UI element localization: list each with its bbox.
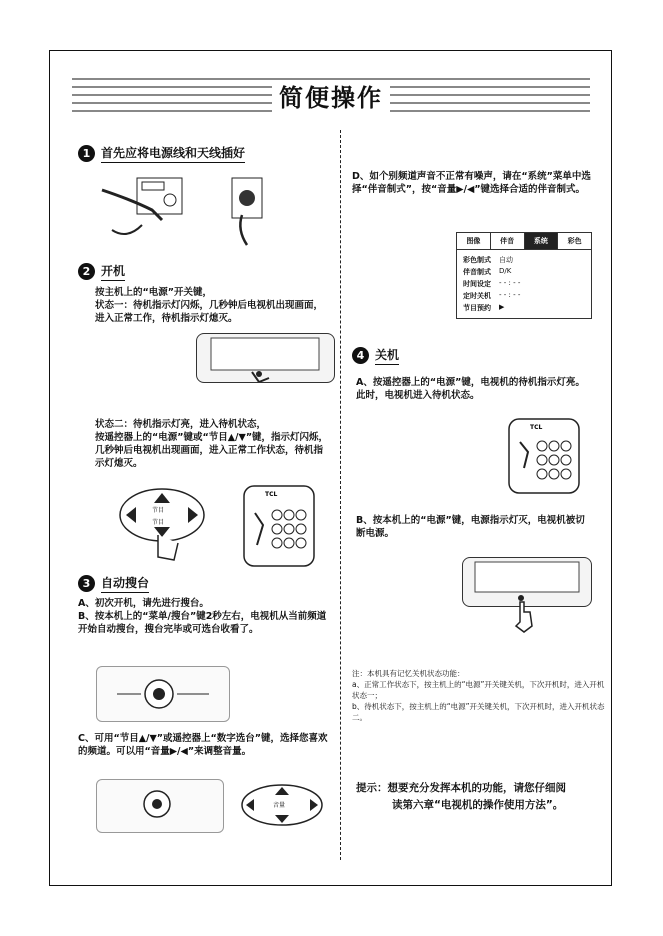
menu-row[interactable]	[457, 266, 591, 278]
menu-tab-picture[interactable]: 图像	[457, 233, 491, 249]
menu-tab-color[interactable]: 彩色	[567, 237, 582, 245]
menu-row-value: ▶	[499, 303, 505, 311]
menu-row-value: - - : - -	[499, 279, 521, 287]
control-knob	[97, 780, 223, 832]
section-4-heading	[352, 346, 399, 365]
menu-row[interactable]	[457, 290, 591, 302]
memory-note	[352, 668, 608, 723]
paragraph: 状态二：待机指示灯亮，进入待机状态，	[95, 419, 267, 430]
menu-row[interactable]	[457, 254, 591, 266]
paragraph: B、按本机上的“菜单/搜台”键2秒左右，电视机从当前频道开始自动搜台，搜台完毕或可选台收看了。	[78, 611, 327, 635]
auto-search-text	[78, 597, 330, 636]
power-off-remote-text: A、按遥控器上的“电源”键，电视机的待机指示灯亮。此时，电视机进入待机状态。	[356, 377, 585, 401]
control-knob	[97, 667, 229, 721]
remote-control-illustration-2	[508, 418, 580, 494]
remote-arrow-pad-illustration	[118, 485, 206, 565]
menu-row-value: - - : - -	[499, 291, 521, 299]
channel-select-text	[78, 732, 330, 758]
system-menu-osd	[456, 232, 592, 319]
tip-line: 读第六章“电视机的操作使用方法”。	[392, 799, 564, 811]
section-number: 3	[78, 575, 95, 592]
paragraph: 按主机上的“电源”开关键，	[95, 287, 212, 298]
section-number: 4	[352, 347, 369, 364]
note-title: 注：本机具有记忆关机状态功能：	[352, 669, 465, 678]
paragraph: C、可用“节目▲/▼”或遥控器上“数字选台”键，选择您喜欢的频道。可以用“音量▶/◀”来调整音量。	[78, 733, 328, 757]
paragraph: A、初次开机，请先进行搜台。	[78, 598, 209, 609]
menu-tab-system[interactable]: 系统	[525, 233, 559, 249]
section-1-heading	[78, 144, 245, 163]
menu-row-label: 伴音制式	[463, 268, 491, 276]
remote-brand: TCL	[265, 491, 278, 498]
menu-tab-sound[interactable]: 伴音	[491, 233, 525, 249]
menu-row[interactable]	[457, 278, 591, 290]
tip-line: 提示：想要充分发挥本机的功能，请您仔细阅	[356, 782, 566, 794]
menu-row-label: 彩色制式	[463, 256, 491, 264]
tv-control-panel-illustration	[96, 666, 230, 722]
note-item: a、正常工作状态下，按主机上的“电源”开关键关机，下次开机时，进入开机状态一；	[352, 680, 605, 700]
section-title: 首先应将电源线和天线插好	[101, 144, 245, 163]
tv-control-panel-illustration-2	[96, 779, 224, 833]
vol-label: 音量	[273, 802, 286, 809]
section-title: 关机	[375, 346, 399, 365]
power-off-main-text: B、按本机上的“电源”键，电源指示灯灭，电视机被切断电源。	[356, 515, 585, 539]
menu-row-value: 自动	[499, 256, 513, 264]
tip-box	[356, 780, 566, 814]
antenna-connection-illustration	[92, 170, 282, 250]
hand-press-icon	[512, 600, 536, 634]
section-2-heading	[78, 262, 125, 281]
menu-row-value: D/K	[499, 267, 512, 275]
section-number: 1	[78, 145, 95, 162]
tv-front-illustration	[196, 333, 335, 383]
menu-row[interactable]	[457, 302, 591, 314]
standby-text	[95, 418, 331, 470]
paragraph: 状态一：待机指示灯闪烁，几秒钟后电视机出现画面，进入正常工作，待机指示灯熄灭。	[95, 300, 324, 324]
remote-control-illustration	[243, 485, 315, 567]
paragraph: 按遥控器上的“电源”键或“节目▲/▼”键，指示灯闪烁，几秒钟后电视机出现画面，进入正常工作状态，待机指示灯熄灭。	[95, 432, 329, 469]
section-number: 2	[78, 263, 95, 280]
ch-label: 节目	[152, 507, 165, 514]
sound-system-text: D、如个别频道声音不正常有噪声，请在“系统”菜单中选择“伴音制式”，按“音量▶/◀”键选择合适的伴音制式。	[352, 171, 591, 195]
remote-arrow-pad-illustration-2	[240, 783, 324, 835]
note-item: b、待机状态下，按主机上的“电源”开关键关机，下次开机时，进入开机状态二。	[352, 702, 605, 722]
menu-row-label: 时间设定	[463, 280, 491, 288]
menu-row-label: 节目预约	[463, 304, 491, 312]
section-title: 开机	[101, 262, 125, 281]
ch-label: 节目	[152, 519, 165, 526]
section-3-heading	[78, 574, 149, 593]
menu-tabs	[457, 233, 591, 250]
column-divider	[340, 130, 341, 860]
section-title: 自动搜台	[101, 574, 149, 593]
menu-row-label: 定时关机	[463, 292, 491, 300]
power-on-text	[95, 286, 327, 325]
wall-socket	[137, 178, 182, 214]
tv-panel	[463, 558, 591, 606]
stripe	[72, 78, 590, 80]
tv-panel	[197, 334, 334, 382]
remote-brand: TCL	[530, 424, 543, 431]
page-title: 简便操作	[272, 83, 390, 113]
